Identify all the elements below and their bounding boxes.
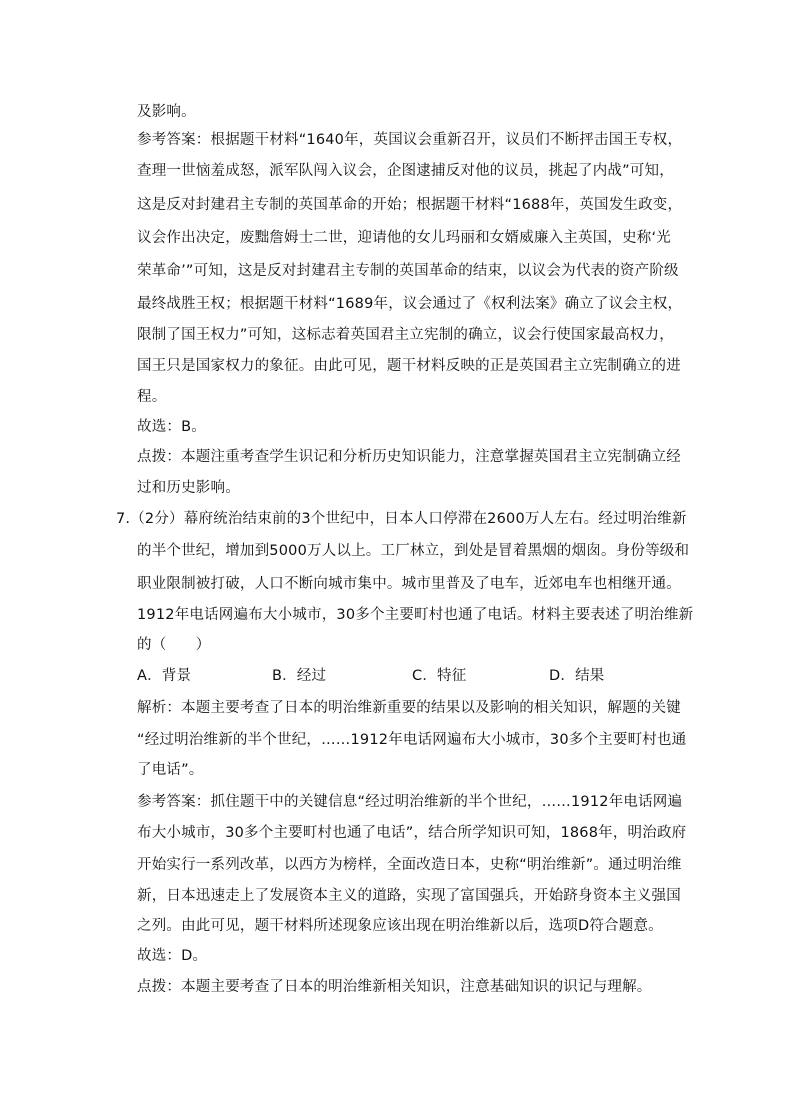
prev-answer-line: 程。 xyxy=(137,389,167,405)
prev-answer-line: 查理一世恼羞成怒，派军队闯入议会，企图逮捕反对他的议员，挑起了内战”可知， xyxy=(137,163,674,179)
option-c: C．特征 xyxy=(412,668,467,684)
option-a: A．背景 xyxy=(137,668,192,684)
question-7-stem: 的半个世纪，增加到5000万人以上。工厂林立，到处是冒着黑烟的烟囱。身份等级和 xyxy=(137,543,690,559)
question-7-stem: 职业限制被打破，人口不断向城市集中。城市里普及了电车，近郊电车也相继开通。 xyxy=(137,576,681,592)
prev-answer-line: 限制了国王权力”可知，这标志着英国君主立宪制的确立，议会行使国家最高权力， xyxy=(137,327,674,343)
analysis-line: 解析：本题主要考查了日本的明治维新重要的结果以及影响的相关知识，解题的关键 xyxy=(137,700,681,716)
answer-line: 布大小城市，30多个主要町村也通了电话”，结合所学知识可知，1868年，明治政府 xyxy=(137,825,687,841)
prev-answer-line: 荣革命’”可知，这是反对封建君主专制的英国革命的结束，以议会为代表的资产阶级 xyxy=(137,263,679,279)
prev-tip-line: 点拨：本题注重考查学生识记和分析历史知识能力，注意掌握英国君主立宪制确立经 xyxy=(137,449,681,465)
analysis-line: “经过明治维新的半个世纪，……1912年电话网遍布大小城市，30多个主要町村也通 xyxy=(137,732,687,748)
option-b: B．经过 xyxy=(272,668,327,684)
prev-tip-line: 过和历史影响。 xyxy=(137,480,240,496)
answer-line: 开始实行一系列改革，以西方为榜样，全面改造日本，史称“明治维新”。通过明治维 xyxy=(137,857,682,873)
prev-answer-line: 这是反对封建君主专制的英国革命的开始；根据题干材料“1688年，英国发生政变， xyxy=(137,197,683,213)
question-7-stem: 1912年电话网遍布大小城市，30多个主要町村也通了电话。材料主要表述了明治维新 xyxy=(137,607,694,623)
question-7-options xyxy=(137,666,604,686)
question-7-stem: 的（ ） xyxy=(137,637,211,653)
prev-answer-line: 国王只是国家权力的象征。由此可见，题干材料反映的正是英国君主立宪制确立的进 xyxy=(137,358,681,374)
tip: 点拨：本题主要考查了日本的明治维新相关知识，注意基础知识的识记与理解。 xyxy=(137,979,652,995)
answer-line: 新，日本迅速走上了发展资本主义的道路，实现了富国强兵，开始跻身资本主义强国 xyxy=(137,888,681,904)
choice: 故选：D。 xyxy=(137,948,208,964)
question-7-stem: 7.（2分）幕府统治结束前的3个世纪中，日本人口停滞在2600万人左右。经过明治维新 xyxy=(116,511,687,527)
answer-line: 之列。由此可见，题干材料所述现象应该出现在明治维新以后，选项D符合题意。 xyxy=(137,918,663,934)
prev-answer-line: 参考答案：根据题干材料“1640年，英国议会重新召开，议员们不断抨击国王专权， xyxy=(137,132,683,148)
option-d: D．结果 xyxy=(549,668,605,684)
prev-answer-line: 议会作出决定，废黜詹姆士二世，迎请他的女儿玛丽和女婿威廉入主英国，史称‘光 xyxy=(137,230,672,246)
analysis-line: 了电话”。 xyxy=(137,762,204,778)
prev-choice: 故选：B。 xyxy=(137,419,206,435)
answer-line: 参考答案：抓住题干中的关键信息“经过明治维新的半个世纪，……1912年电话网遍 xyxy=(137,794,683,810)
prev-answer-line: 最终战胜王权；根据题干材料“1689年，议会通过了《权利法案》确立了议会主权， xyxy=(137,296,683,312)
prev-answer-tail: 及影响。 xyxy=(137,104,196,120)
